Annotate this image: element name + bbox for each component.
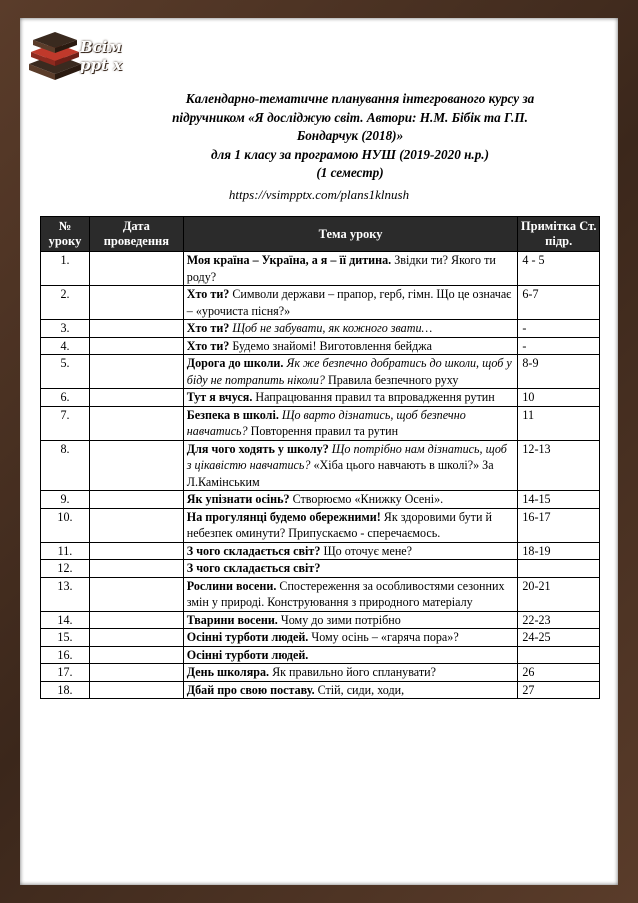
lesson-number: 8. [41, 440, 90, 491]
topic-plain: «Хіба цього навчають в школі?» За Л.Камінським [186, 458, 494, 489]
lesson-date [89, 252, 183, 286]
topic-bold: Як упізнати осінь? [186, 492, 290, 506]
lesson-pages: 8-9 [518, 355, 600, 389]
lesson-number: 2. [41, 286, 90, 320]
lesson-topic [183, 611, 518, 629]
document-title [115, 90, 585, 183]
lesson-date [89, 406, 183, 440]
table-row [41, 286, 600, 320]
topic-plain: Як здоровими бути й небезпек оминути? Припускаємо - сперечаємось. [186, 509, 492, 540]
lesson-topic [183, 252, 518, 286]
lesson-plan-table [40, 216, 600, 699]
lesson-topic [183, 629, 518, 647]
lesson-number: 10. [41, 508, 90, 542]
header-note: Примітка Ст. підр. [518, 217, 600, 252]
lesson-date [89, 389, 183, 407]
lesson-date [89, 681, 183, 699]
topic-bold: Для чого ходять у школу? [186, 441, 329, 456]
logo-text: Всім ppt x [80, 38, 123, 74]
topic-plain: Будемо знайомі! Виготовлення бейджа [229, 338, 432, 353]
topic-italic: Як же безпечно добратись до школи, щоб у біду не потрапить ніколи? [186, 356, 512, 387]
lesson-topic [183, 560, 518, 578]
lesson-pages: 26 [518, 664, 600, 682]
lesson-topic [183, 355, 518, 389]
topic-plain: Символи держави – прапор, герб, гімн. Що це означає – «урочиста пісня?» [186, 287, 512, 318]
table-row [41, 542, 600, 560]
table-row [41, 440, 600, 491]
topic-bold: Рослини восени. [186, 578, 277, 593]
lesson-date [89, 577, 183, 611]
lesson-topic [183, 389, 518, 407]
title-line: підручником «Я досліджую світ. Автори: Н.М. Бібік та Г.П. [172, 109, 528, 125]
table-row [41, 508, 600, 542]
title-line: для 1 класу за програмою НУШ (2019-2020 н.р.) [211, 146, 489, 162]
topic-plain: Звідки ти? Якого ти роду? [186, 253, 496, 284]
table-row [41, 337, 600, 355]
topic-bold: Тварини восени. [186, 612, 278, 627]
lesson-pages: 27 [518, 681, 600, 699]
topic-bold: Безпека в школі. [186, 407, 279, 422]
lesson-date [89, 664, 183, 682]
topic-italic: Що потрібно нам дізнатись, щоб з цікавістю навчатись? [186, 441, 507, 472]
table-row [41, 629, 600, 647]
lesson-date [89, 320, 183, 338]
table-row [41, 252, 600, 286]
lesson-date [89, 629, 183, 647]
lesson-topic [183, 542, 518, 560]
table-row [41, 320, 600, 338]
document-page [20, 18, 618, 885]
topic-bold: Дбай про свою поставу. [186, 682, 315, 697]
topic-plain: Чому до зими потрібно [277, 612, 401, 627]
lesson-topic [183, 491, 518, 509]
topic-bold: Хто ти? [186, 287, 230, 301]
lesson-number: 16. [41, 646, 90, 664]
lesson-topic [183, 681, 518, 699]
topic-plain: Повторення правил та рутин [247, 424, 399, 438]
lesson-date [89, 508, 183, 542]
lesson-number: 11. [41, 542, 90, 560]
topic-bold: З чого складається світ? [186, 543, 321, 558]
lesson-pages: 20-21 [518, 577, 600, 611]
table-row [41, 406, 600, 440]
books-icon [25, 26, 85, 84]
title-line: Календарно-тематичне планування інтегрованого курсу за [185, 91, 535, 106]
lesson-pages: 10 [518, 389, 600, 407]
topic-italic: Щоб не забувати, як кожного звати… [229, 321, 433, 335]
topic-plain: Як правильно його спланувати? [269, 665, 436, 679]
lesson-pages: 4 - 5 [518, 252, 600, 286]
topic-bold: Дорога до школи. [186, 356, 284, 370]
title-line: Бондарчук (2018)» [296, 128, 404, 144]
lesson-date [89, 542, 183, 560]
lesson-date [89, 337, 183, 355]
topic-plain: Стій, сиди, ходи, [314, 682, 405, 697]
lesson-number: 13. [41, 577, 90, 611]
lesson-date [89, 611, 183, 629]
header-date: Дата проведення [89, 217, 183, 252]
topic-italic: Що варто дізнатись, щоб безпечно навчатись? [186, 407, 466, 438]
lesson-number: 6. [41, 389, 90, 407]
lesson-number: 14. [41, 611, 90, 629]
lesson-number: 7. [41, 406, 90, 440]
lesson-number: 1. [41, 252, 90, 286]
lesson-topic [183, 646, 518, 664]
lesson-pages: 16-17 [518, 508, 600, 542]
table-row [41, 355, 600, 389]
table-row [41, 389, 600, 407]
table-body [41, 252, 600, 699]
lesson-pages: 11 [518, 406, 600, 440]
lesson-number: 15. [41, 629, 90, 647]
topic-plain: Правила безпечного руху [324, 372, 459, 387]
lesson-pages: - [518, 320, 600, 338]
lesson-date [89, 560, 183, 578]
lesson-pages: 24-25 [518, 629, 600, 647]
topic-bold: На прогулянці будемо обережними! [186, 509, 381, 524]
topic-bold: Хто ти? [186, 338, 230, 353]
lesson-date [89, 286, 183, 320]
table-row [41, 646, 600, 664]
lesson-pages: 6-7 [518, 286, 600, 320]
table-row [41, 664, 600, 682]
lesson-date [89, 646, 183, 664]
lesson-number: 5. [41, 355, 90, 389]
lesson-topic [183, 577, 518, 611]
topic-bold: Хто ти? [186, 321, 230, 335]
topic-plain: Що оточує мене? [320, 543, 413, 558]
lesson-pages [518, 646, 600, 664]
lesson-number: 9. [41, 491, 90, 509]
topic-bold: З чого складається світ? [186, 561, 321, 575]
topic-bold: Тут я вчуся. [186, 390, 253, 404]
lesson-date [89, 355, 183, 389]
lesson-number: 17. [41, 664, 90, 682]
site-logo[interactable] [25, 26, 135, 86]
lesson-topic [183, 320, 518, 338]
table-row [41, 491, 600, 509]
topic-bold: Моя країна – Україна, а я – її дитина. [186, 253, 392, 267]
lesson-pages [518, 560, 600, 578]
lesson-topic [183, 286, 518, 320]
lesson-pages: 22-23 [518, 611, 600, 629]
lesson-topic [183, 440, 518, 491]
lesson-number: 3. [41, 320, 90, 338]
header-num: № уроку [41, 217, 90, 252]
topic-plain: Створюємо «Книжку Осені». [289, 492, 444, 506]
lesson-pages: 14-15 [518, 491, 600, 509]
topic-plain: Чому осінь – «гаряча пора»? [308, 630, 459, 644]
title-line: (1 семестр) [316, 165, 384, 181]
table-row [41, 611, 600, 629]
table-row [41, 577, 600, 611]
lesson-number: 4. [41, 337, 90, 355]
lesson-pages: 18-19 [518, 542, 600, 560]
lesson-date [89, 440, 183, 491]
topic-bold: Осінні турботи людей. [186, 647, 309, 662]
topic-bold: День школяра. [186, 665, 270, 679]
header-topic: Тема уроку [183, 217, 518, 252]
topic-plain: Напрацювання правил та впровадження рутин [252, 390, 495, 404]
lesson-topic [183, 406, 518, 440]
lesson-topic [183, 337, 518, 355]
lesson-pages: - [518, 337, 600, 355]
table-header-row [41, 217, 600, 252]
lesson-topic [183, 508, 518, 542]
source-link[interactable]: https://vsimpptx.com/plans1klnush [228, 187, 410, 202]
lesson-number: 12. [41, 560, 90, 578]
table-row [41, 681, 600, 699]
lesson-topic [183, 664, 518, 682]
table-row [41, 560, 600, 578]
lesson-pages: 12-13 [518, 440, 600, 491]
topic-bold: Осінні турботи людей. [186, 630, 309, 644]
lesson-date [89, 491, 183, 509]
lesson-number: 18. [41, 681, 90, 699]
topic-plain: Спостереження за особливостями сезонних змін у природі. Конструювання з природного матеріалу [186, 578, 505, 609]
